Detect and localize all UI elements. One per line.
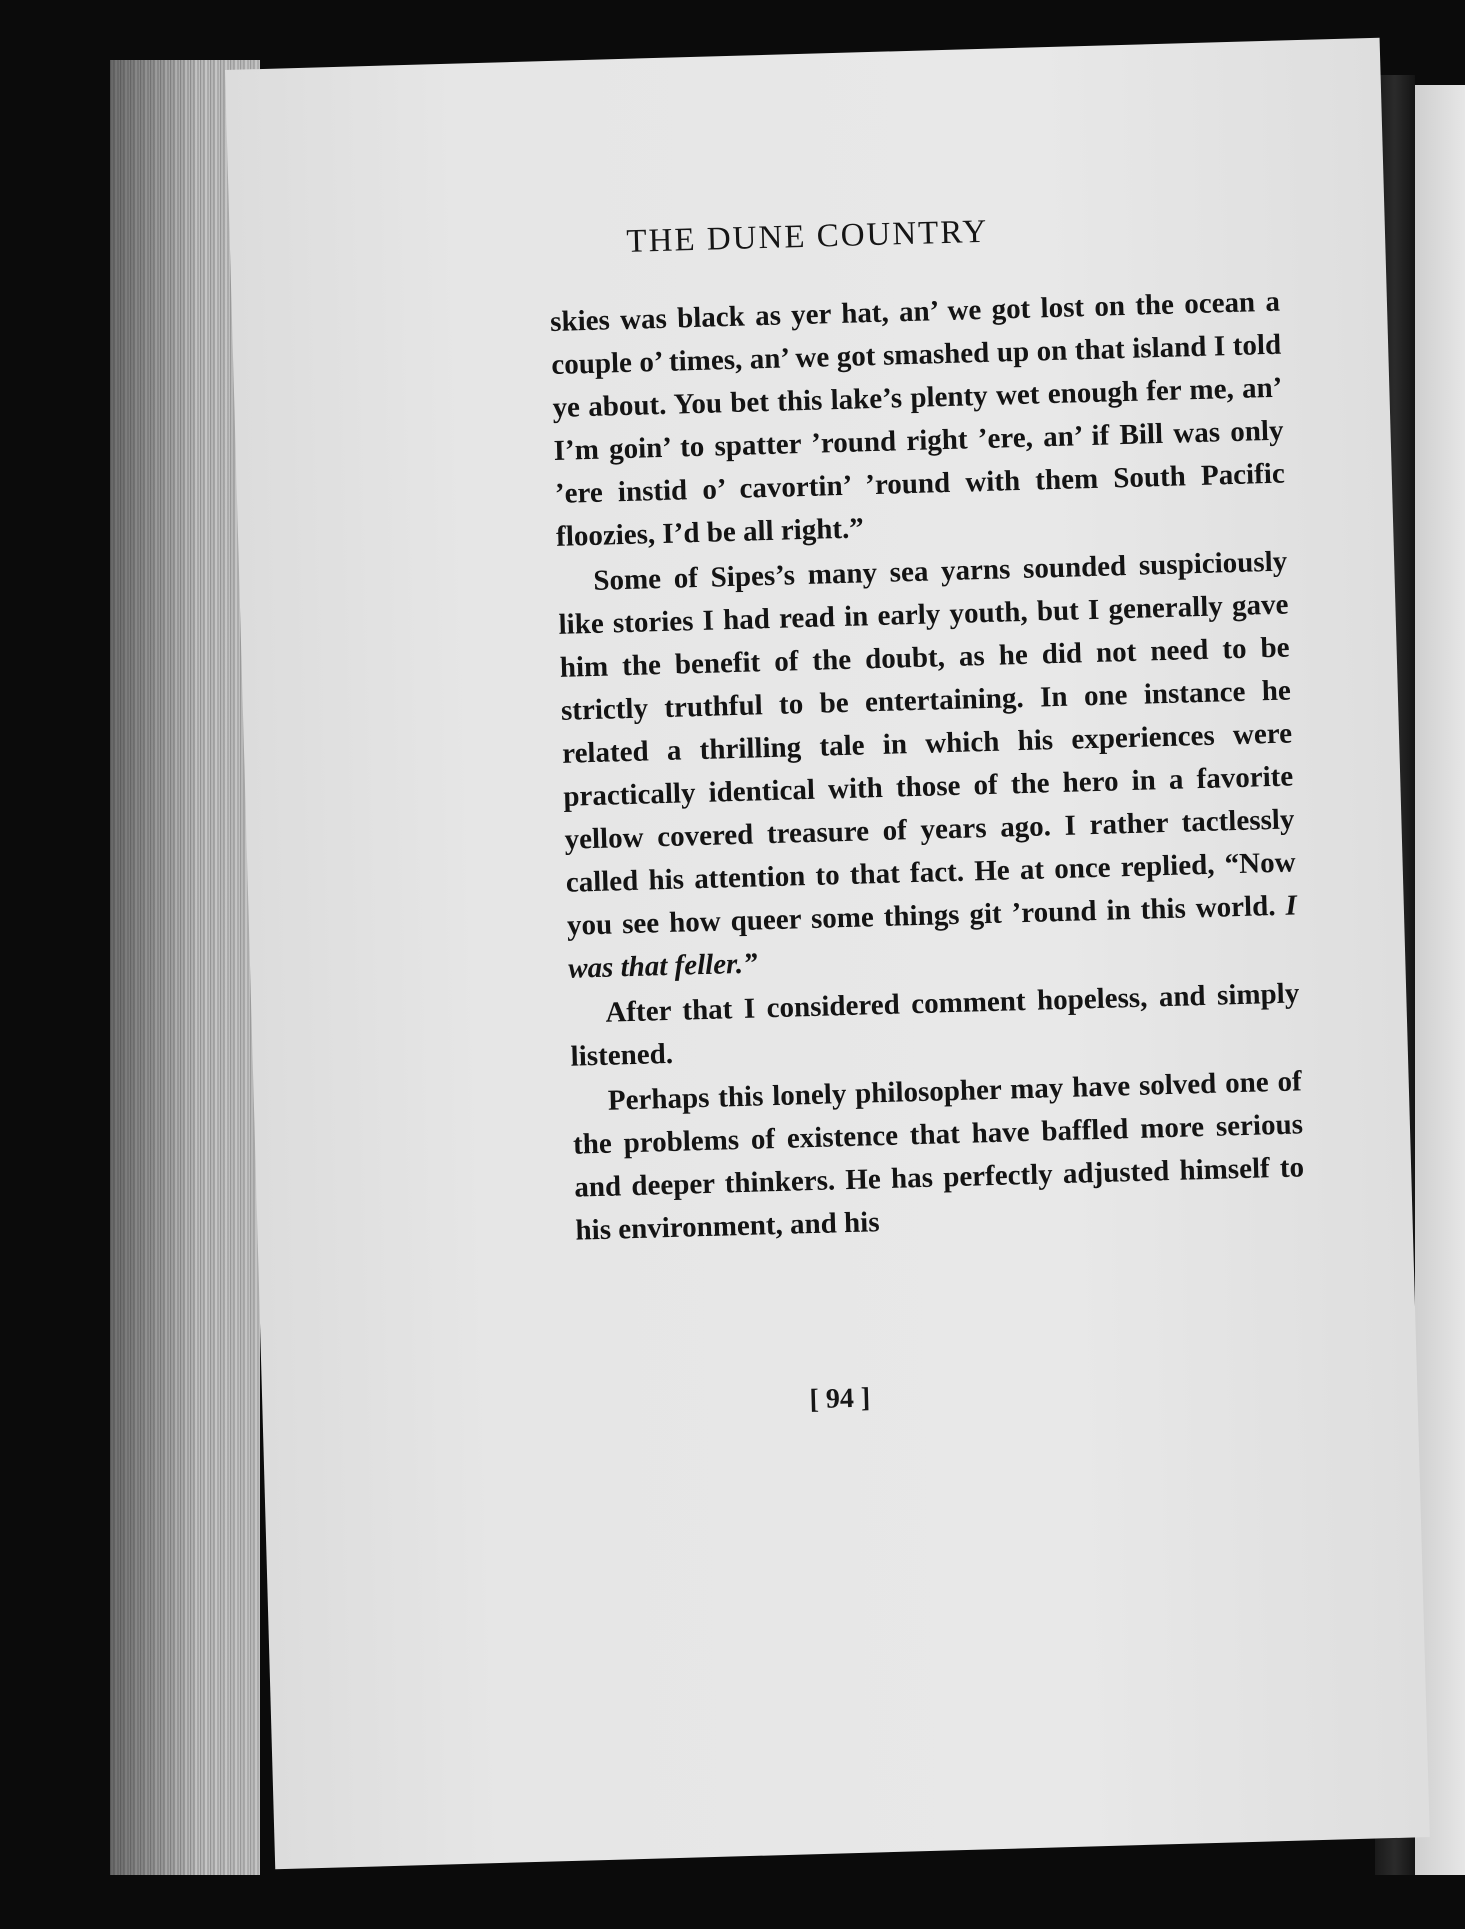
paragraph-2 [557,541,1299,991]
paragraph-2-text: Some of Sipes’s many sea yarns sounded suspiciously like stories I had read in early youth, but I generally gave him the benefit of the doubt, as he did not need to be strictly truthful to be entertaining. In one instance he related a thrilling tale in which his experiences were practically identical with those of the hero in a favorite yellow covered treasure of years ago. I rather tactlessly called his attention to that fact. He at once replied, “Now you see how queer some things git ’round in this world. [558,545,1296,942]
paragraph-3: After that I considered comment hopeless, and simply listened. [570,977,1300,1073]
paragraph-4: Perhaps this lonely philosopher may have solved one of the problems of existence that have baffled more serious and deeper thinkers. He has perfectly adjusted himself to his environment, and his [572,1065,1305,1247]
paragraph-1: skies was black as yer hat, an’ we got lost on the ocean a couple o’ times, an’ we got smashed up on that island I told ye about. You bet this lake’s plenty wet enough fer me, an’ I’m goin’ to spatter ’round right ’ere, an’ if Bill was only ’ere instid o’ cavortin’ ’round with them South Pacific floozies, I’d be all right.” [549,285,1286,553]
paragraph-2-italic-quote: I was that feller.” [567,889,1298,985]
book-page [225,38,1430,1870]
page-body [550,281,1306,1255]
running-head: THE DUNE COUNTRY [625,213,989,260]
page-number: [ 94 ] [809,1382,871,1416]
